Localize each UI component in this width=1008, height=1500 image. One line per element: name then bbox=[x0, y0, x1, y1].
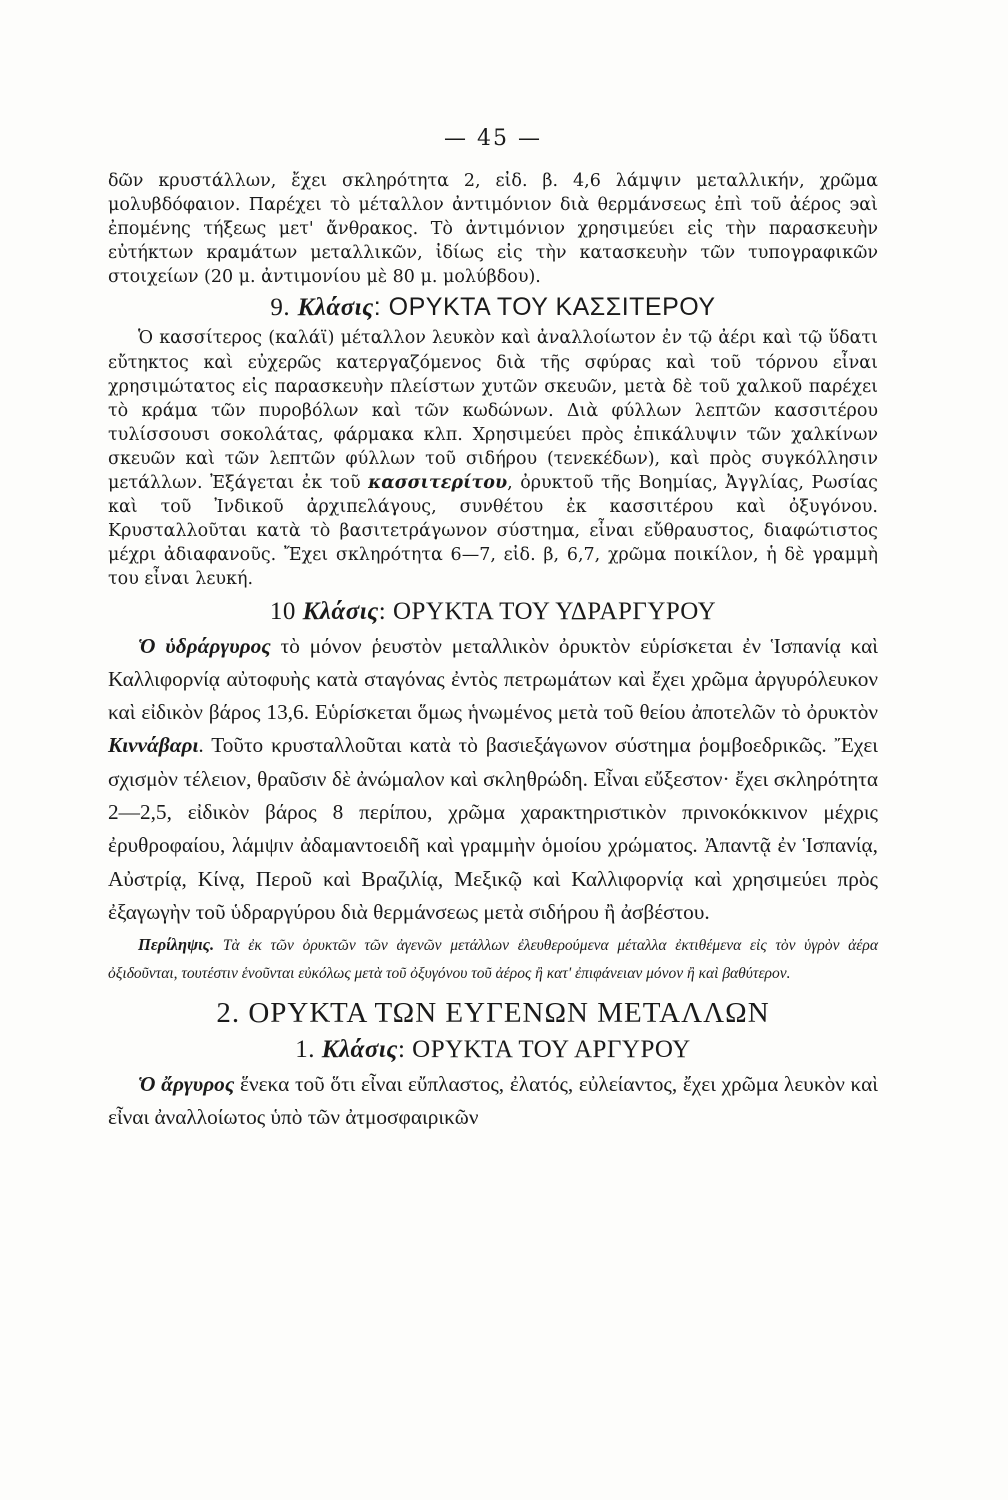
intro-paragraph: δῶν κρυστάλλων, ἔχει σκληρότητα 2, εἰδ. β. 4,6 λάμψιν μεταλλικήν, χρῶμα μολυβδόφαιον. Παρέχει τὸ μέταλλον ἀντιμόνιον διὰ θερμάνσεως ἐπὶ τοῦ ἀέρος ϶αὶ ἐπομένης τήξεως μετ' ἄνθρακος. Τὸ ἀντιμόνιον χρησιμεύει εἰς τὴν παρασκευὴν εὐτήκτων κραμάτων μεταλλικῶν, ἰδίως εἰς τὴν κατασκευὴν τῶν τυπογραφικῶν στοιχείων (20 μ. ἀντιμονίου μὲ 80 μ. μολύβδου). bbox=[108, 171, 878, 288]
section-9-heading bbox=[108, 293, 878, 322]
cinnabar-term: Κιννάβαρι bbox=[108, 733, 199, 758]
section-10-title: : ΟΡΥΚΤΑ ΤΟΥ ΥΔΡΑΡΓΥΡΟΥ bbox=[378, 597, 717, 625]
section-9-text-1: Ὁ κασσίτερος (καλάϊ) μέταλλον λευκὸν καὶ ἀναλλοίωτον ἐν τῷ ἀέρι καὶ τῷ ὕδατι εὔτηκτος καὶ εὐχερῶς κατεργαζόμενος διὰ τῆς σφύρας καὶ τοῦ τόρνου εἶναι χρησιμώτατος εἰς παρασκευὴν πλείστων χυτῶν σκευῶν, μετὰ δὲ τοῦ χαλκοῦ παρέχει τὸ κράμα τῶν πυροβόλων καὶ τῶν κωδώνων. Διὰ φύλλων λεπτῶν κασσιτέρου τυλίσσουσι σοκολάτας, φάρμακα κλπ. Χρησιμεύει πρὸς ἐπικάλυψιν τῶν χαλκίνων σκευῶν καὶ τῶν λεπτῶν φύλλων τοῦ σιδήρου (τενεκέδων), καὶ πρὸς συγκόλλησιν μετάλλων. Ἐξάγεται ἐκ τοῦ bbox=[108, 328, 878, 494]
section-9-title: : ΟΡΥΚΤΑ ΤΟΥ ΚΑΣΣΙΤΕΡΟΥ bbox=[373, 293, 716, 322]
summary-label: Περίληψις. bbox=[138, 935, 215, 955]
section-1-title: : ΟΡΥΚΤΑ ΤΟΥ ΑΡΓΥΡΟΥ bbox=[397, 1036, 691, 1064]
part-2-title: 2. ΟΡΥΚΤΑ ΤΩΝ ΕΥΓΕΝΩΝ ΜΕΤΑΛΛΩΝ bbox=[216, 997, 770, 1030]
section-1-klasis: Κλάσις bbox=[321, 1036, 398, 1064]
mercury-term: Ὁ ὑδράργυρος bbox=[138, 633, 271, 658]
section-9-klasis: Κλάσις bbox=[297, 294, 374, 322]
section-10-paragraph bbox=[108, 630, 878, 930]
section-1-number: 1. bbox=[295, 1036, 316, 1064]
silver-term: Ὁ ἄργυρος bbox=[138, 1072, 235, 1097]
section-1-heading bbox=[108, 1036, 878, 1064]
section-10-text-2: . Τοῦτο κρυσταλλοῦται κατὰ τὸ βασιεξάγωνον σύστημα ῥομβοεδρικῶς. Ἔχει σχισμὸν τέλειον, θραῦσιν δὲ ἀνώμαλον καὶ σκληθρώδη. Εἶναι εὔξεστον· ἔχει σκληρότητα 2—2,5, εἰδικὸν βάρος 8 περίπου, χρῶμα χαρακτηριστικὸν πρινοκόκκινον μέχρις ἐρυθροφαίου, λάμψιν ἀδαμαντοειδῆ καὶ γραμμὴν ὁμοίου χρώματος. Ἀπαντᾷ ἐν Ἱσπανίᾳ, Αὐστρίᾳ, Κίνᾳ, Περοῦ καὶ Βραζιλίᾳ, Μεξικῷ καὶ Καλλιφορνίᾳ καὶ χρησιμεύει πρὸς ἐξαγωγὴν τοῦ ὑδραργύρου διὰ θερμάνσεως μετὰ σιδήρου ἢ ἀσβέστου. bbox=[108, 733, 878, 924]
section-1-paragraph bbox=[108, 1068, 878, 1135]
section-9-text-2: , ὀρυκτοῦ τῆς Βοημίας, Ἀγγλίας, Ρωσίας καὶ τοῦ Ἰνδικοῦ ἀρχιπελάγους, συνθέτου ἐκ κασσιτέρου καὶ ὀξυγόνου. Κρυσταλλοῦται κατὰ τὸ βασιτετράγωνον σύστημα, εἶναι εὔθραυστος, διαφώτιστος μέχρι ἀδιαφανοῦς. Ἔχει σκληρότητα 6—7, εἰδ. β, 6,7, χρῶμα ποικίλον, ἡ δὲ γραμμὴ του εἶναι λευκή. bbox=[108, 473, 878, 590]
section-9-paragraph bbox=[108, 326, 878, 591]
summary-paragraph bbox=[108, 931, 878, 987]
cassiterite-term: κασσιτερίτου bbox=[368, 473, 508, 494]
section-10-text-1: τὸ μόνον ῥευστὸν μεταλλικὸν ὀρυκτὸν εὑρίσκεται ἐν Ἱσπανίᾳ καὶ Καλλιφορνίᾳ αὐτοφυὴς κατὰ σταγόνας ἐντὸς πετρωμάτων καὶ ἔχει χρῶμα ἀργυρόλευκον καὶ εἰδικὸν βάρος 13,6. Εὑρίσκεται ὅμως ἡνωμένος μετὰ τοῦ θείου ἀποτελῶν τὸ ὀρυκτὸν bbox=[108, 633, 879, 725]
section-10-number: 10 bbox=[269, 597, 296, 625]
summary-text: Τὰ ἐκ τῶν ὀρυκτῶν τῶν ἀγενῶν μετάλλων ἐλευθερούμενα μέταλλα ἐκτιθέμενα εἰς τὸν ὑγρὸν ἀέρα ὀξιδοῦνται, τουτέστιν ἑνοῦνται εὐκόλως μετὰ τοῦ ὀξυγόνου τοῦ ἀέρος ἢ κατ' ἐπιφάνειαν μόνον ἢ καὶ βαθύτερον. bbox=[108, 937, 878, 982]
section-10-klasis: Κλάσις bbox=[302, 597, 379, 625]
section-1-text: ἕνεκα τοῦ ὅτι εἶναι εὔπλαστος, ἐλατός, εὐλείαντος, ἔχει χρῶμα λευκὸν καὶ εἶναι ἀναλλοίωτος ὑπὸ τῶν ἀτμοσφαιρικῶν bbox=[108, 1072, 878, 1130]
section-9-number: 9. bbox=[270, 294, 291, 322]
book-page bbox=[108, 126, 878, 1135]
page-number: — 45 — bbox=[444, 126, 542, 151]
section-10-heading bbox=[108, 598, 878, 626]
